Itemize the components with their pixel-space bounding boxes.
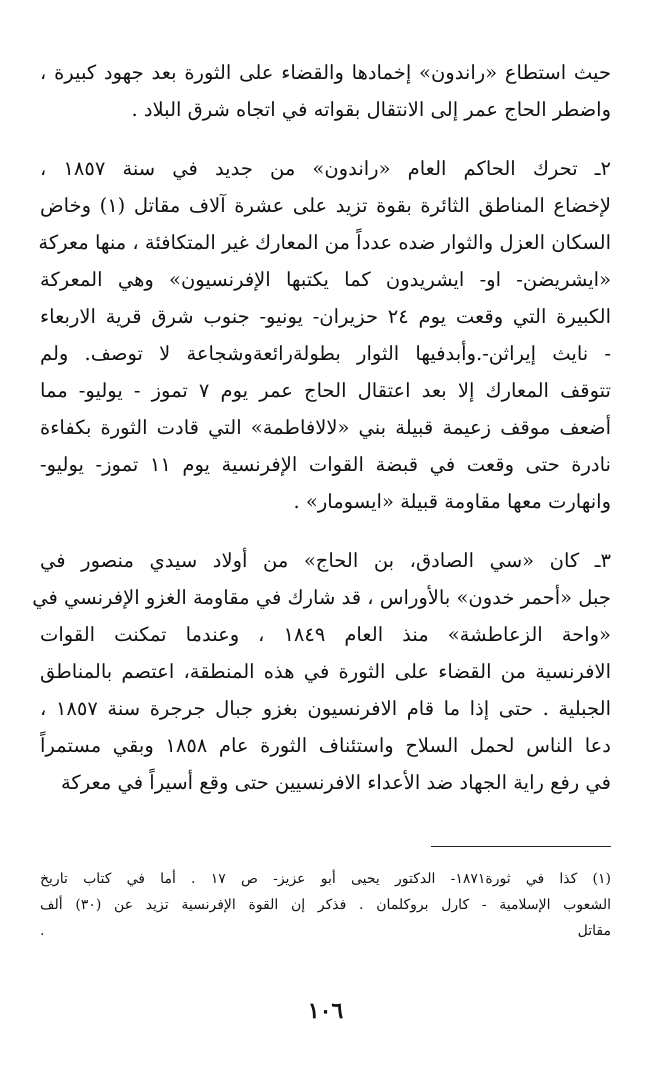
text-line: وانهارت معها مقاومة قبيلة «ايسومار» . (293, 490, 611, 513)
text-line: «ايشريضن- او- ايشريدون كما يكتبها الإفرنسيون» وهي المعركة (40, 268, 611, 291)
footnote-line: (١) كذا في ثورة١٨٧١- الدكتور يحيى أبو عزيز- ص ١٧ . أما في كتاب تاريخ (40, 871, 611, 887)
book-page (32, 54, 611, 1082)
text-line: الافرنسية من القضاء على الثورة في هذه المنطقة، اعتصم بالمناطق (40, 660, 611, 683)
page-number: ١٠٦ (307, 998, 344, 1024)
paragraph-3 (32, 542, 611, 801)
text-line: لإخضاع المناطق الثائرة بقوة تزيد على عشرة آلاف مقاتل (١) وخاض (40, 194, 611, 217)
footnote-line: الشعوب الإسلامية - كارل بروكلمان . فذكر إن القوة الإفرنسية تزيد عن (٣٠) ألف (40, 897, 611, 913)
text-line: حيث استطاع «راندون» إخمادها والقضاء على الثورة بعد جهود كبيرة ، (40, 61, 611, 84)
text-line: الكبيرة التي وقعت يوم ٢٤ حزيران- يونيو- جنوب شرق قرية الاربعاء (40, 305, 611, 328)
footnote-line: مقاتل . (40, 923, 611, 939)
paragraph-1 (40, 54, 611, 128)
text-line: ٣ـ كان «سي الصادق، بن الحاج» من أولاد سيدي منصور في (40, 549, 611, 572)
footnote (40, 866, 611, 944)
text-line: واضطر الحاج عمر إلى الانتقال بقواته في اتجاه شرق البلاد . (131, 98, 611, 121)
text-line: - نايث إيراثن-.وأبدفيها الثوار بطولةرائعةوشجاعة لا توصف. ولم (40, 342, 611, 365)
text-line: «واحة الزعاطشة» منذ العام ١٨٤٩ ، وعندما تمكنت القوات (40, 623, 611, 646)
text-line: دعا الناس لحمل السلاح واستئناف الثورة عام ١٨٥٨ وبقي مستمراً (40, 734, 611, 757)
text-line: جبل «أحمر خدون» بالأوراس ، قد شارك في مقاومة الغزو الإفرنسي في (32, 586, 611, 609)
paragraph-2 (40, 150, 611, 520)
text-line: أضعف موقف زعيمة قبيلة بني «لالافاطمة» التي قادت الثورة بكفاءة (40, 416, 611, 439)
text-line: السكان العزل والثوار ضده عدداً من المعارك غير المتكافئة ، منها معركة (38, 231, 611, 254)
text-line: نادرة حتى وقعت في قبضة القوات الإفرنسية يوم ١١ تموز- يوليو- (40, 453, 611, 476)
text-line: تتوقف المعارك إلا بعد اعتقال الحاج عمر يوم ٧ تموز - يوليو- مما (40, 379, 611, 402)
footnote-divider (431, 846, 611, 847)
text-line: في رفع راية الجهاد ضد الأعداء الافرنسيين حتى وقع أسيراً في معركة (60, 771, 611, 794)
text-line: ٢ـ تحرك الحاكم العام «راندون» من جديد في سنة ١٨٥٧ ، (40, 157, 611, 180)
text-line: الجبلية . حتى إذا ما قام الافرنسيون بغزو جبال جرجرة سنة ١٨٥٧ ، (40, 697, 611, 720)
